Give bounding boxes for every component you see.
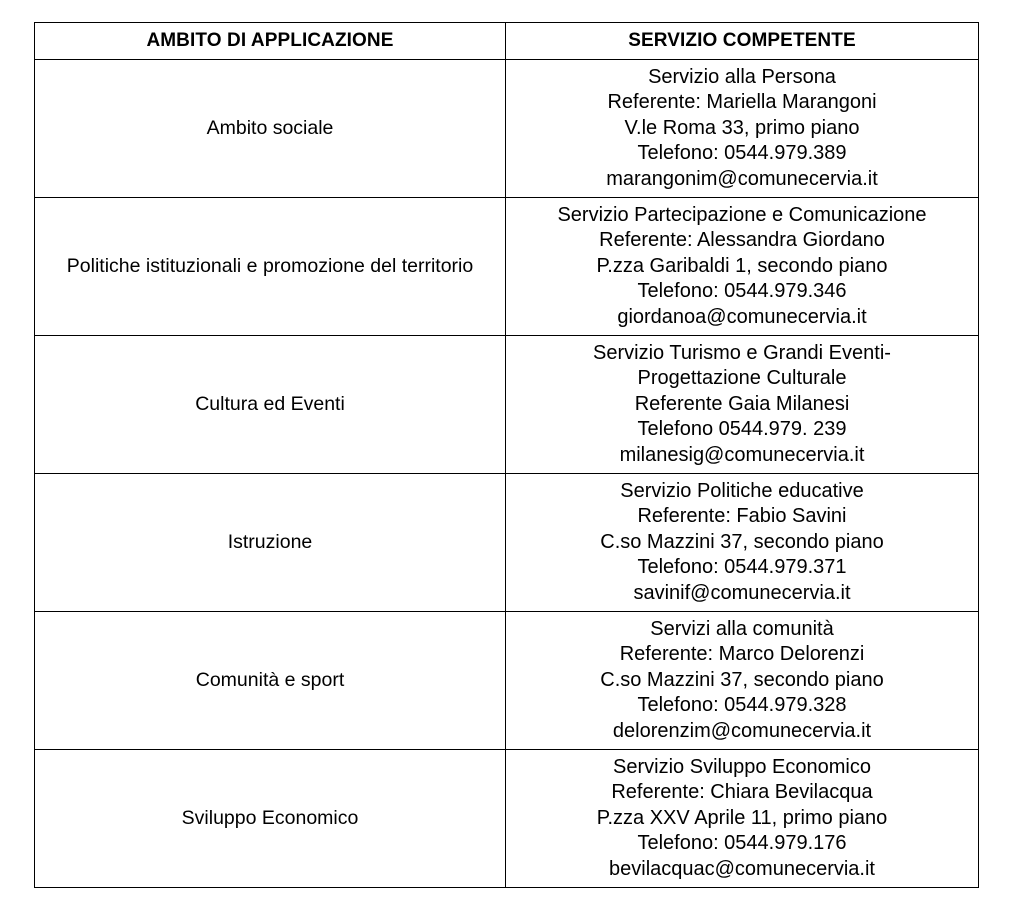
service-address: C.so Mazzini 37, secondo piano — [600, 668, 884, 691]
service-phone: Telefono 0544.979. 239 — [637, 418, 847, 441]
service-name: Servizi alla comunità — [650, 617, 834, 640]
area-cell: Istruzione — [35, 474, 506, 612]
service-phone: Telefono: 0544.979.389 — [637, 142, 847, 165]
table-row — [35, 612, 979, 750]
area-cell: Politiche istituzionali e promozione del territorio — [35, 198, 506, 336]
service-name: Servizio Partecipazione e Comunicazione — [557, 203, 927, 226]
service-phone: Telefono: 0544.979.371 — [637, 556, 847, 579]
table-row — [35, 198, 979, 336]
service-referent: Referente: Fabio Savini — [637, 505, 847, 528]
service-email[interactable]: bevilacquac@comunecervia.it — [609, 857, 875, 880]
service-address: V.le Roma 33, primo piano — [624, 116, 860, 139]
table-row — [35, 60, 979, 198]
service-email[interactable]: marangonim@comunecervia.it — [606, 167, 878, 190]
service-referent: Referente: Marco Delorenzi — [619, 643, 865, 666]
table-row — [35, 474, 979, 612]
service-name: Servizio Sviluppo Economico — [613, 755, 871, 778]
service-address: P.zza XXV Aprile 11, primo piano — [596, 806, 888, 829]
service-cell — [506, 612, 979, 750]
table-row — [35, 750, 979, 888]
area-cell: Ambito sociale — [35, 60, 506, 198]
header-area: AMBITO DI APPLICAZIONE — [35, 23, 506, 60]
area-cell: Comunità e sport — [35, 612, 506, 750]
service-name: Servizio Politiche educative — [620, 479, 864, 502]
service-email[interactable]: savinif@comunecervia.it — [633, 581, 851, 604]
service-email[interactable]: giordanoa@comunecervia.it — [617, 305, 867, 328]
header-service: SERVIZIO COMPETENTE — [506, 23, 979, 60]
service-name: Servizio alla Persona — [648, 65, 836, 88]
service-phone: Telefono: 0544.979.346 — [637, 280, 847, 303]
area-cell: Cultura ed Eventi — [35, 336, 506, 474]
service-referent: Referente: Alessandra Giordano — [599, 229, 885, 252]
service-email[interactable]: delorenzim@comunecervia.it — [612, 719, 872, 742]
service-phone: Telefono: 0544.979.328 — [637, 694, 847, 717]
service-referent: Referente: Chiara Bevilacqua — [611, 781, 873, 804]
service-cell — [506, 60, 979, 198]
service-name: Servizio Turismo e Grandi Eventi- — [593, 341, 891, 364]
table-row — [35, 336, 979, 474]
service-phone: Telefono: 0544.979.176 — [637, 832, 847, 855]
table-body — [35, 60, 979, 888]
service-address: P.zza Garibaldi 1, secondo piano — [596, 254, 888, 277]
service-address: Referente Gaia Milanesi — [634, 392, 850, 415]
services-table — [34, 22, 979, 888]
service-cell — [506, 336, 979, 474]
table-header-row — [35, 23, 979, 60]
service-cell — [506, 198, 979, 336]
service-address: C.so Mazzini 37, secondo piano — [600, 530, 884, 553]
service-referent: Progettazione Culturale — [637, 367, 847, 390]
service-email[interactable]: milanesig@comunecervia.it — [619, 443, 865, 466]
service-referent: Referente: Mariella Marangoni — [607, 91, 877, 114]
area-cell: Sviluppo Economico — [35, 750, 506, 888]
service-cell — [506, 750, 979, 888]
service-cell — [506, 474, 979, 612]
